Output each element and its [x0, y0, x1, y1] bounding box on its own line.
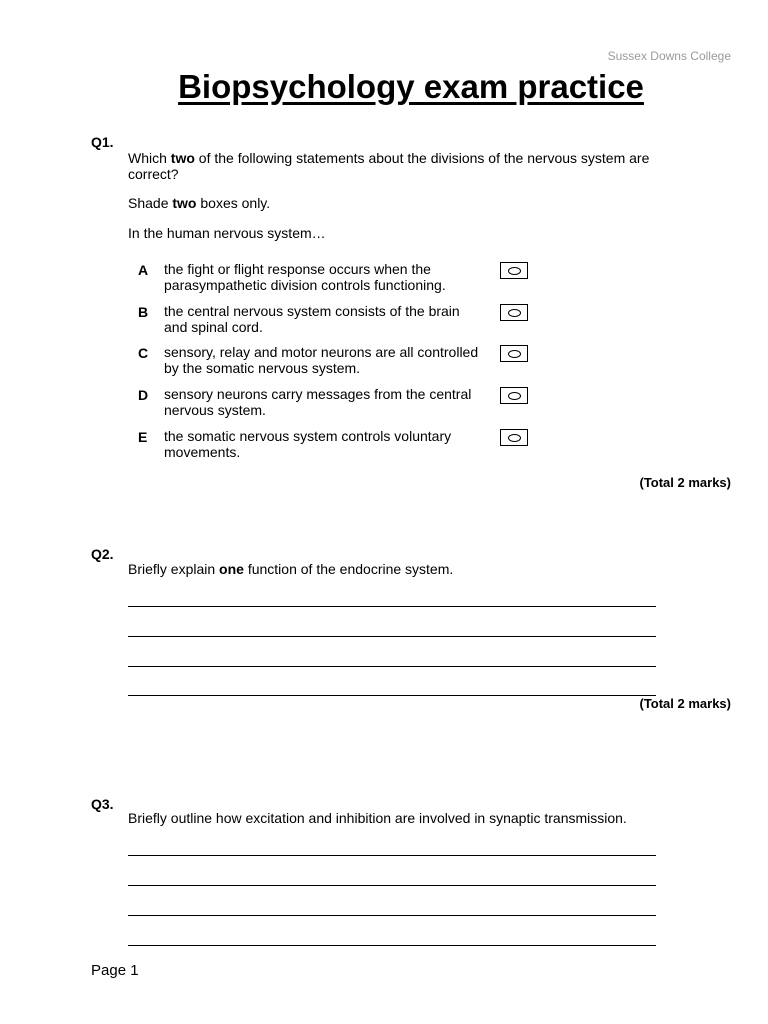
q1-prompt: Which two of the following statements about the divisions of the nervous system are correct? [128, 150, 650, 182]
q1-option-a-letter: A [138, 262, 149, 278]
q1-intro: In the human nervous system… [128, 225, 326, 241]
q2-number: Q2. [91, 546, 114, 562]
q1-option-d-text: sensory neurons carry messages from the central nervous system. [164, 386, 472, 418]
q1-option-b-letter: B [138, 304, 149, 320]
bubble-icon [508, 309, 521, 317]
q3-answer-line-2[interactable] [128, 885, 656, 886]
q1-option-c-text: sensory, relay and motor neurons are all controlled by the somatic nervous system. [164, 344, 479, 376]
q1-option-a-text: the fight or flight response occurs when the parasympathetic division controls functioning. [164, 261, 446, 293]
q1-option-e-text: the somatic nervous system controls voluntary movements. [164, 428, 452, 460]
q1-option-e-checkbox[interactable] [500, 429, 528, 446]
bubble-icon [508, 350, 521, 358]
q1-option-d-checkbox[interactable] [500, 387, 528, 404]
q1-option-b-text: the central nervous system consists of the brain and spinal cord. [164, 303, 460, 335]
bubble-icon [508, 434, 521, 442]
q1-option-c-letter: C [138, 345, 149, 361]
q3-answer-line-1[interactable] [128, 855, 656, 856]
bubble-icon [508, 392, 521, 400]
q2-total-marks: (Total 2 marks) [639, 696, 731, 711]
q2-answer-line-1[interactable] [128, 606, 656, 607]
q2-answer-line-3[interactable] [128, 666, 656, 667]
q3-answer-line-4[interactable] [128, 945, 656, 946]
page-title: Biopsychology exam practice [178, 68, 644, 105]
q1-total-marks: (Total 2 marks) [639, 475, 731, 490]
q3-number: Q3. [91, 796, 114, 812]
q2-prompt: Briefly explain one function of the endocrine system. [128, 561, 454, 577]
page-number: Page 1 [91, 962, 139, 979]
q1-option-b-checkbox[interactable] [500, 304, 528, 321]
q1-option-e-letter: E [138, 429, 148, 445]
q2-answer-line-4[interactable] [128, 695, 656, 696]
q1-option-d-letter: D [138, 387, 149, 403]
q1-number: Q1. [91, 134, 114, 150]
q1-option-c-checkbox[interactable] [500, 345, 528, 362]
header-college-name: Sussex Downs College [607, 49, 731, 63]
bubble-icon [508, 267, 521, 275]
q1-option-a-checkbox[interactable] [500, 262, 528, 279]
q1-shade-instruction: Shade two boxes only. [128, 195, 271, 211]
q3-answer-line-3[interactable] [128, 915, 656, 916]
q3-prompt: Briefly outline how excitation and inhibition are involved in synaptic transmission. [128, 810, 627, 826]
q2-answer-line-2[interactable] [128, 636, 656, 637]
